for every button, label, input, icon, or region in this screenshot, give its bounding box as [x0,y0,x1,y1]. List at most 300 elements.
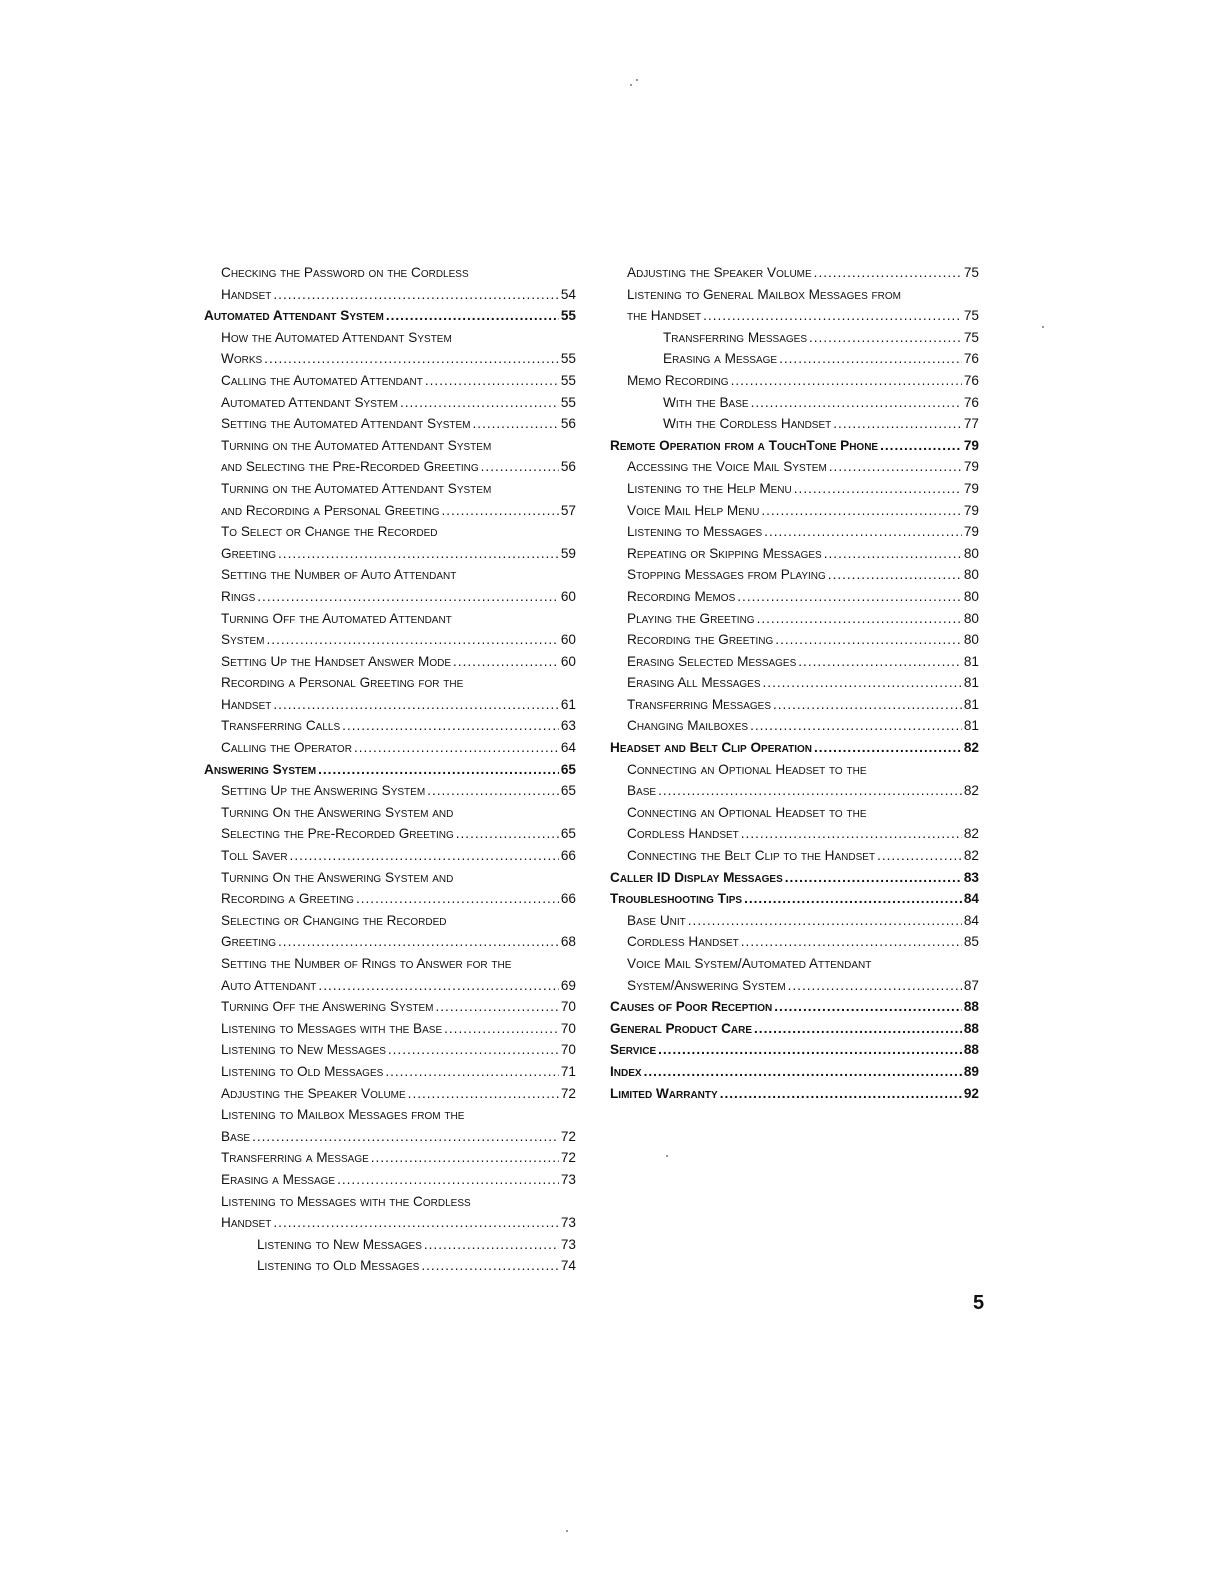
toc-entry-row [221,500,576,522]
toc-entry [204,262,576,305]
toc-entry-title: Transferring a Message [221,1150,369,1166]
dot-leader [828,564,962,586]
toc-entry-title: With the Cordless Handset [663,416,832,432]
toc-entry-title: and Recording a Personal Greeting [221,502,440,518]
toc-entry [204,1147,576,1169]
dot-leader [264,348,559,370]
toc-entry-page: 71 [560,1063,576,1079]
dot-leader [252,1126,559,1148]
toc-entry-page: 79 [963,437,979,453]
toc-entry-row [221,737,576,759]
toc-entry-title-line: Turning on the Automated Attendant System [221,437,492,453]
dot-leader [833,413,962,435]
toc-entry-title: Service [610,1042,657,1058]
toc-entry-title: Stopping Messages from Playing [627,567,826,583]
toc-entry-page: 82 [963,826,979,842]
toc-entry-title: Erasing Selected Messages [627,653,797,669]
toc-entry-title: Recording the Greeting [627,632,774,648]
toc-entry [204,1104,576,1147]
toc-entry [610,456,979,478]
toc-entry-page: 76 [963,394,979,410]
toc-entry-row [221,392,576,414]
toc-entry-row [221,1126,576,1148]
toc-entry-page: 88 [963,999,979,1015]
toc-entry-title: Setting Up the Handset Answer Mode [221,653,452,669]
dot-leader [880,435,962,457]
toc-entry [610,629,979,651]
toc-entry-title: Listening to Messages with the Base [221,1020,443,1036]
toc-entry-row [221,845,576,867]
dot-leader [456,823,559,845]
toc-entry-row [221,348,576,370]
toc-entry-title-line: Voice Mail System/Automated Attendant [627,956,872,971]
toc-entry-title: Accessing the Voice Mail System [627,459,827,475]
toc-entry-row [221,694,576,716]
toc-entry-page: 60 [560,588,576,604]
dot-leader [342,715,559,737]
toc-entry-page: 61 [560,696,576,712]
toc-entry-row [627,931,979,953]
toc-entry [610,413,979,435]
toc-entry-page: 69 [560,977,576,993]
toc-entry-page: 81 [963,696,979,712]
page-number: 5 [973,1292,985,1314]
dot-leader [763,672,962,694]
toc-entry-row [221,1083,576,1105]
toc-entry-row [221,931,576,953]
dot-leader [877,845,962,867]
toc-entry-page: 79 [963,502,979,518]
toc-entry [204,867,576,910]
dot-leader [318,759,559,781]
toc-entry [204,780,576,802]
toc-entry [204,802,576,845]
toc-entry-page: 88 [963,1042,979,1058]
toc-entry [204,910,576,953]
toc-entry-title: Auto Attendant [221,977,317,993]
toc-entry [610,586,979,608]
toc-entry-row [204,305,576,327]
toc-entry-title: Listening to Old Messages [257,1258,420,1274]
toc-entry-title: Listening to New Messages [221,1042,386,1058]
dot-leader [267,629,559,651]
dot-leader [278,543,559,565]
toc-entry-page: 66 [560,891,576,907]
toc-entry [204,305,576,327]
toc-entry-row [627,305,979,327]
toc-entry-title: Setting Up the Answering System [221,783,426,799]
toc-entry-row [221,888,576,910]
dot-leader [744,888,962,910]
toc-entry-title: Limited Warranty [610,1085,718,1101]
toc-entry-title: Memo Recording [627,372,729,388]
toc-entry-title-line: How the Automated Attendant System [221,329,452,345]
toc-entry-page: 80 [963,567,979,583]
toc-entry-row [627,456,979,478]
dot-leader [741,931,962,953]
toc-left-column [204,262,576,1277]
toc-entry-row [221,284,576,306]
toc-entry-row [627,521,979,543]
toc-entry-title: With the Base [663,394,749,410]
toc-entry-title: Automated Attendant System [204,308,384,324]
toc-entry [610,715,979,737]
toc-entry-row [221,975,576,997]
toc-entry-title: Erasing a Message [663,351,778,367]
toc-entry-page: 65 [560,761,576,777]
toc-entry-row [610,1039,979,1061]
toc-entry-title-line: Connecting an Optional Headset to the [627,804,867,820]
toc-entry-page: 74 [560,1258,576,1274]
toc-entry-page: 88 [963,1020,979,1036]
toc-entry-title: Voice Mail Help Menu [627,502,760,518]
toc-entry-row [627,845,979,867]
dot-leader [290,845,559,867]
toc-entry-row [610,1018,979,1040]
toc-entry-row [610,888,979,910]
toc-entry-title: Automated Attendant System [221,394,398,410]
dot-leader [453,651,559,673]
toc-entry [610,694,979,716]
toc-entry [204,564,576,607]
dot-leader [779,348,962,370]
dot-leader [720,1083,962,1105]
dot-leader [658,780,962,802]
toc-entry-title: General Product Care [610,1020,753,1036]
toc-entry-title: Listening to Messages [627,524,763,540]
toc-entry-page: 84 [963,891,979,907]
toc-entry [610,910,979,932]
dot-leader [829,456,962,478]
toc-entry-title-line: Connecting an Optional Headset to the [627,761,867,777]
toc-entry-page: 65 [560,783,576,799]
toc-entry-page: 63 [560,718,576,734]
dot-leader [400,392,559,414]
toc-entry-title: Changing Mailboxes [627,718,749,734]
toc-entry-row [221,780,576,802]
toc-entry-title-line: Listening to General Mailbox Messages from [627,286,901,302]
toc-entry [204,327,576,370]
toc-entry-page: 75 [963,329,979,345]
toc-entry [204,435,576,478]
dot-leader [814,262,962,284]
toc-entry-row [221,823,576,845]
toc-entry-page: 89 [963,1063,979,1079]
toc-entry-title: Remote Operation from a TouchTone Phone [610,437,879,453]
toc-entry-title: Handset [221,1215,272,1231]
toc-entry-page: 79 [963,524,979,540]
toc-entry-page: 72 [560,1085,576,1101]
toc-entry-title: Setting the Automated Attendant System [221,416,471,432]
dot-leader [773,694,962,716]
dot-leader [774,996,962,1018]
toc-entry [610,608,979,630]
toc-entry-page: 59 [560,545,576,561]
dot-leader [731,370,962,392]
toc-entry [204,1083,576,1105]
toc-entry-row [221,413,576,435]
toc-entry-page: 60 [560,632,576,648]
toc-entry [204,1169,576,1191]
dot-leader [737,586,962,608]
toc-entry-row [627,370,979,392]
toc-entry [610,284,979,327]
toc-entry [610,996,979,1018]
toc-entry-title: Handset [221,696,272,712]
toc-entry [610,1061,979,1083]
toc-entry-title: Handset [221,286,272,302]
toc-entry-title: System/Answering System [627,977,786,993]
toc-entry-title: Listening to New Messages [257,1236,422,1252]
toc-entry-page: 76 [963,351,979,367]
toc-entry-title: Rings [221,588,256,604]
toc-entry-title: Playing the Greeting [627,610,755,626]
toc-entry [204,392,576,414]
dot-leader [385,1061,559,1083]
toc-entry-row [627,586,979,608]
toc-right-column [610,262,979,1104]
toc-entry-title: Calling the Operator [221,740,352,756]
toc-entry-page: 55 [560,308,576,324]
toc-entry-title: Base [627,783,657,799]
toc-entry-title: Cordless Handset [627,826,739,842]
toc-entry-row [627,823,979,845]
scan-speck [1042,326,1044,328]
toc-entry [610,262,979,284]
toc-entry-page: 70 [560,999,576,1015]
toc-entry [204,1039,576,1061]
toc-entry-page: 65 [560,826,576,842]
toc-entry-title-line: Checking the Password on the Cordless [221,265,469,280]
toc-entry-row [221,715,576,737]
toc-entry-row [221,629,576,651]
toc-entry [204,478,576,521]
dot-leader [703,305,962,327]
toc-entry [610,953,979,996]
toc-entry [610,802,979,845]
dot-leader [785,867,962,889]
toc-entry-row [627,629,979,651]
dot-leader [757,608,962,630]
toc-entry-title: Recording a Greeting [221,891,354,907]
toc-entry [204,953,576,996]
toc-entry-page: 56 [560,459,576,475]
toc-entry-title-line: Recording a Personal Greeting for the [221,675,464,691]
toc-entry [204,521,576,564]
dot-leader [473,413,559,435]
toc-entry-title: Transferring Messages [627,696,771,712]
toc-entry [610,392,979,414]
toc-entry-page: 56 [560,416,576,432]
toc-entry-title: Base [221,1128,251,1144]
toc-entry-title: Greeting [221,934,277,950]
scan-speck [630,84,632,86]
dot-leader [761,500,962,522]
toc-entry-row [221,586,576,608]
toc-entry-row [663,413,979,435]
toc-entry-title-line: Setting the Number of Rings to Answer for the [221,956,512,971]
dot-leader [425,370,559,392]
dot-leader [337,1169,559,1191]
toc-entry [610,1083,979,1105]
dot-leader [798,651,962,673]
dot-leader [386,305,559,327]
scan-speck [566,1530,568,1532]
toc-entry-row [663,392,979,414]
scan-speck [666,1155,668,1157]
toc-entry-row [221,996,576,1018]
toc-entry-page: 54 [560,286,576,302]
toc-entry-title: and Selecting the Pre-Recorded Greeting [221,459,479,475]
toc-entry-page: 66 [560,848,576,864]
toc-entry-row [221,456,576,478]
toc-entry [610,521,979,543]
toc-entry [204,715,576,737]
toc-entry [204,996,576,1018]
toc-entry [610,327,979,349]
toc-entry-title: Repeating or Skipping Messages [627,545,822,561]
toc-entry-row [610,996,979,1018]
toc-entry-title: Caller ID Display Messages [610,869,783,885]
toc-entry [204,413,576,435]
toc-entry [204,737,576,759]
toc-entry [204,370,576,392]
toc-entry [204,1255,576,1277]
dot-leader [644,1061,962,1083]
toc-entry-page: 72 [560,1128,576,1144]
toc-entry-row [627,608,979,630]
dot-leader [794,478,962,500]
toc-entry-page: 57 [560,502,576,518]
toc-entry-page: 82 [963,740,979,756]
toc-entry [610,435,979,457]
dot-leader [273,694,558,716]
toc-entry [204,608,576,651]
toc-entry-row [221,1169,576,1191]
toc-entry-title: Erasing a Message [221,1171,336,1187]
toc-entry [610,370,979,392]
toc-entry-page: 83 [963,869,979,885]
dot-leader [775,629,962,651]
dot-leader [809,327,962,349]
toc-entry-page: 76 [963,372,979,388]
toc-entry-title-line: Turning on the Automated Attendant System [221,480,492,496]
toc-entry-title: Adjusting the Speaker Volume [221,1085,406,1101]
dot-leader [441,500,558,522]
toc-entry-row [221,1147,576,1169]
toc-entry-row [627,672,979,694]
toc-entry-row [663,348,979,370]
toc-entry-page: 80 [963,588,979,604]
toc-entry [204,1234,576,1256]
toc-entry [204,651,576,673]
toc-entry-title-line: Turning On the Answering System and [221,869,454,885]
toc-entry-page: 64 [560,740,576,756]
toc-entry-page: 55 [560,372,576,388]
toc-entry-row [221,1061,576,1083]
dot-leader [424,1234,559,1256]
toc-entry-page: 75 [963,308,979,324]
toc-entry-page: 73 [560,1171,576,1187]
toc-entry-page: 84 [963,912,979,928]
toc-entry-title-line: Listening to Messages with the Cordless [221,1193,471,1209]
toc-entry-title: Erasing All Messages [627,675,761,691]
toc-entry [204,845,576,867]
toc-entry-title: Transferring Calls [221,718,341,734]
toc-entry-title-line: Turning Off the Automated Attendant [221,610,452,626]
toc-entry-page: 55 [560,351,576,367]
toc-entry-row [627,543,979,565]
toc-entry-title: Adjusting the Speaker Volume [627,265,812,280]
toc-entry-title: Transferring Messages [663,329,807,345]
dot-leader [688,910,962,932]
toc-entry-title-line: Selecting or Changing the Recorded [221,912,447,928]
toc-entry-row [257,1255,576,1277]
toc-entry-page: 85 [963,934,979,950]
toc-entry-row [627,651,979,673]
toc-entry-title: Recording Memos [627,588,736,604]
toc-entry-row [627,715,979,737]
dot-leader [273,284,558,306]
toc-entry-page: 73 [560,1236,576,1252]
toc-entry-page: 70 [560,1042,576,1058]
toc-entry-title: Troubleshooting Tips [610,891,743,907]
toc-entry-row [610,1061,979,1083]
dot-leader [814,737,962,759]
dot-leader [788,975,962,997]
toc-entry-page: 68 [560,934,576,950]
toc-entry-row [204,759,576,781]
toc-entry-page: 55 [560,394,576,410]
dot-leader [273,1212,558,1234]
toc-entry-title: Cordless Handset [627,934,739,950]
toc-entry-title: Headset and Belt Clip Operation [610,740,812,756]
dot-leader [754,1018,962,1040]
toc-entry-row [627,564,979,586]
dot-leader [435,996,558,1018]
toc-entry [610,737,979,759]
dot-leader [658,1039,962,1061]
toc-entry-title: Index [610,1063,642,1079]
toc-entry-row [221,1018,576,1040]
toc-entry-page: 81 [963,675,979,691]
toc-entry-row [627,500,979,522]
toc-entry-row [221,1039,576,1061]
dot-leader [764,521,962,543]
dot-leader [388,1039,559,1061]
toc-entry-row [610,435,979,457]
toc-entry [610,759,979,802]
dot-leader [356,888,559,910]
toc-entry-title-line: To Select or Change the Recorded [221,524,438,540]
toc-entry [610,867,979,889]
toc-entry-page: 60 [560,653,576,669]
toc-entry [610,1039,979,1061]
toc-entry [204,1018,576,1040]
toc-entry-title: Toll Saver [221,848,288,864]
toc-entry [204,759,576,781]
toc-entry-page: 81 [963,653,979,669]
toc-entry-title: the Handset [627,308,702,324]
toc-entry [610,478,979,500]
toc-entry-title: Causes of Poor Reception [610,999,773,1015]
toc-entry-page: 75 [963,265,979,280]
toc-entry [610,672,979,694]
toc-entry [610,845,979,867]
dot-leader [278,931,559,953]
toc-entry-row [257,1234,576,1256]
toc-entry [204,672,576,715]
